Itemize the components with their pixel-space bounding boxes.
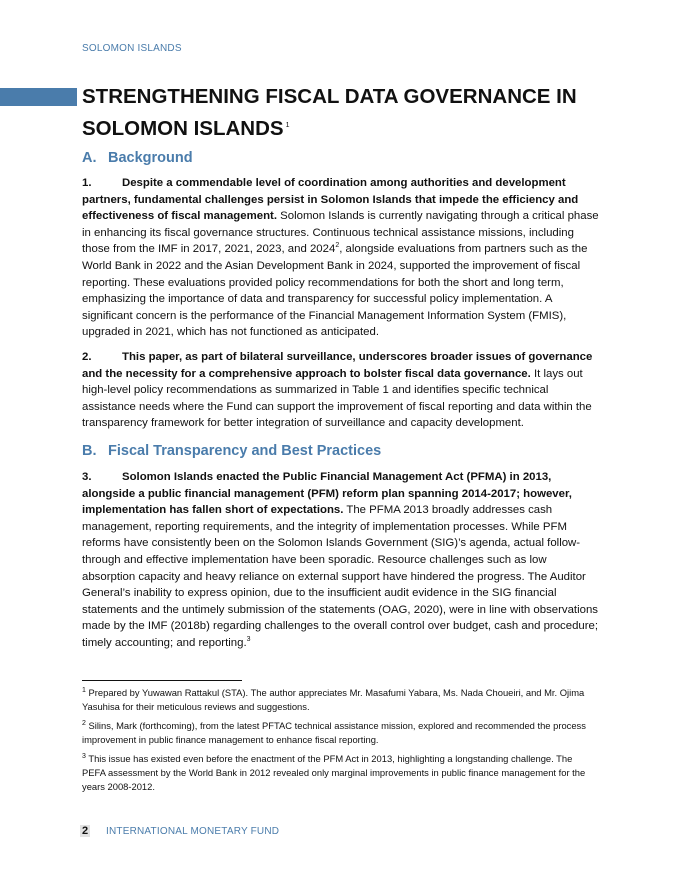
footnote-text: This issue has existed even before the enactment of the PFM Act in 2013, highlighting a longstanding challenge. The PEFA assessment by the World Bank in 2012 revealed only marginal improvements in public finance management for the years 2008-2012. [82,753,586,792]
page-number: 2 [82,825,89,837]
page-title-text: STRENGTHENING FISCAL DATA GOVERNANCE IN SOLOMON ISLANDS [82,85,577,140]
paragraph-number: 2. [82,351,92,363]
paragraph-2 [82,349,600,432]
paragraph-body-cont: , alongside evaluations from partners such as the World Bank in 2022 and the Asian Development Bank in 2024, supported the improvement of fiscal reporting. These evaluations provided policy recommendations for both the short and long term, emphasizing the importance of data and transparency for successful policy implementation. A significant concern is the performance of the Financial Management Information System (FMIS), upgraded in 2021, which has not functioned as anticipated. [82,243,588,339]
footnote-text: Prepared by Yuwawan Rattakul (STA). The author appreciates Mr. Masafumi Yabara, Ms. Nada Choueiri, and Mr. Ojima Yasuhisa for their meticulous reviews and suggestions. [82,687,585,712]
section-title: Background [108,150,193,166]
footnote-ref-2[interactable]: 2 [335,242,340,250]
paragraph-number: 3. [82,471,92,483]
title-footnote-ref[interactable]: 1 [285,122,290,129]
footnote-mark: 3 [82,752,86,760]
footnote-divider [82,680,242,681]
section-heading-fiscal-transparency [82,443,381,459]
page-title [82,82,602,143]
running-header: SOLOMON ISLANDS [82,43,182,54]
paragraph-lead: Despite a commendable level of coordination among authorities and development partners, fundamental challenges persist in Solomon Islands that impede the efficiency and effectiveness of fiscal management. [82,177,579,223]
paragraph-body: Solomon Islands is currently navigating through a critical phase in enhancing its fiscal governance structures. Continuous technical assistance missions, including those from the IMF in 2017, 2021, 2023, and 2024 [82,210,599,256]
paragraph-number: 1. [82,177,92,189]
footer-label: INTERNATIONAL MONETARY FUND [106,826,280,837]
paragraph-3 [82,469,600,652]
section-letter: B. [82,443,97,459]
section-heading-background [82,150,193,166]
section-title: Fiscal Transparency and Best Practices [108,443,382,459]
paragraph-body: It lays out high-level policy recommendations as summarized in Table 1 and identifies specific technical assistance needs where the Fund can support the improvement of fiscal reporting and data within the transparency framework for better integration of surveillance and capacity development. [82,367,592,430]
footnote-2 [82,719,592,747]
footnote-3 [82,752,592,794]
footnote-ref-3[interactable]: 3 [246,636,251,644]
paragraph-body: The PFMA 2013 broadly addresses cash management, reporting requirements, and the integrity of implementation processes. While PFM reforms have consistently been on the Solomon Islands Government (SIG)’s agenda, actual follow-through and effective implementation have been sporadic. Resource challenges such as low absorption capacity and heavy reliance on external support have hindered the progress. The Auditor General’s inability to express opinion, due to the insufficient audit evidence in the SIG financial statements and the untimely submission of the statements (OAG, 2020), were in line with observations made by the IMF (2018b) regarding challenges to the overall control over budget, cash and procedure; timely accounting; and reporting. [82,504,599,649]
paragraph-lead: Solomon Islands enacted the Public Financial Management Act (PFMA) in 2013, alongside a public financial management (PFM) reform plan spanning 2014-2017; however, implementation has fallen short of expectations. [82,471,572,517]
footnote-1 [82,686,592,714]
footnote-text: Silins, Mark (forthcoming), from the latest PFTAC technical assistance mission, explored and recommended the process improvement in public finance management to enhance fiscal reporting. [82,720,586,745]
section-letter: A. [82,150,97,166]
footnote-mark: 1 [82,686,86,694]
paragraph-lead: This paper, as part of bilateral surveillance, underscores broader issues of governance and the necessity for a comprehensive approach to bolster fiscal data governance. [82,351,593,380]
paragraph-1 [82,175,600,341]
footnote-mark: 2 [82,719,86,727]
title-accent-bar [0,88,77,106]
